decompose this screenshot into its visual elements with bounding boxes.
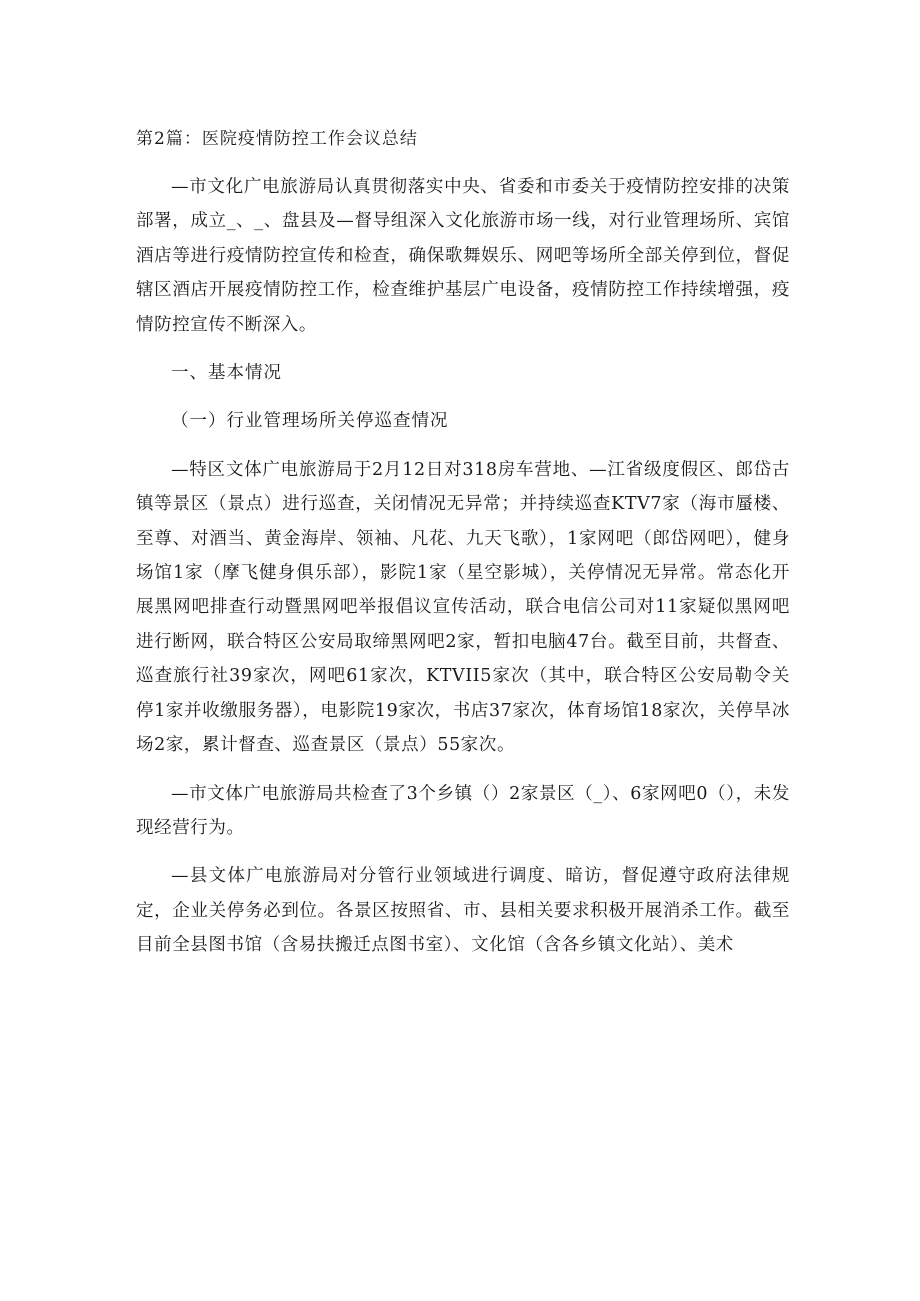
- city-bureau-paragraph: —市文体广电旅游局共检查了3个乡镇（）2家景区（_）、6家网吧0（），未发现经营行为。: [136, 783, 790, 838]
- document-body: [136, 122, 790, 963]
- section-heading-basic-situation: 一、基本情况: [171, 363, 282, 384]
- county-bureau-paragraph: —县文体广电旅游局对分管行业领域进行调度、暗访，督促遵守政府法律规定，企业关停务必到位。各景区按照省、市、县相关要求积极开展消杀工作。截至目前全县图书馆（含易扶搬迁点图书室）、文化馆（含各乡镇文化站）、美术: [136, 866, 790, 956]
- subsection-heading-inspection: （一）行业管理场所关停巡查情况: [171, 411, 449, 432]
- document-title: 第2篇：医院疫情防控工作会议总结: [136, 129, 418, 149]
- intro-paragraph: —市文化广电旅游局认真贯彻落实中央、省委和市委关于疫情防控安排的决策部署，成立_、_、盘县及—督导组深入文化旅游市场一线，对行业管理场所、宾馆酒店等进行疫情防控宣传和检查，确保歌舞娱乐、网吧等场所全部关停到位，督促辖区酒店开展疫情防控工作，检查维护基层广电设备，疫情防控工作持续增强，疫情防控宣传不断深入。: [136, 177, 790, 335]
- special-district-paragraph: —特区文体广电旅游局于2月12日对318房车营地、—江省级度假区、郎岱古镇等景区（景点）进行巡查，关闭情况无异常；并持续巡查KTV7家（海市蜃楼、至尊、对酒当、黄金海岸、领袖、凡花、九天飞歌），1家网吧（郎岱网吧），健身场馆1家（摩飞健身俱乐部），影院1家（星空影城），关停情况无异常。常态化开展黑网吧排查行动暨黑网吧举报倡议宣传活动，联合电信公司对11家疑似黑网吧进行断网，联合特区公安局取缔黑网吧2家，暂扣电脑47台。截至目前，共督查、巡查旅行社39家次，网吧61家次，KTVII5家次（其中，联合特区公安局勒令关停1家并收缴服务器），电影院19家次，书店37家次，体育场馆18家次，关停旱冰场2家，累计督查、巡查景区（景点）55家次。: [136, 459, 790, 756]
